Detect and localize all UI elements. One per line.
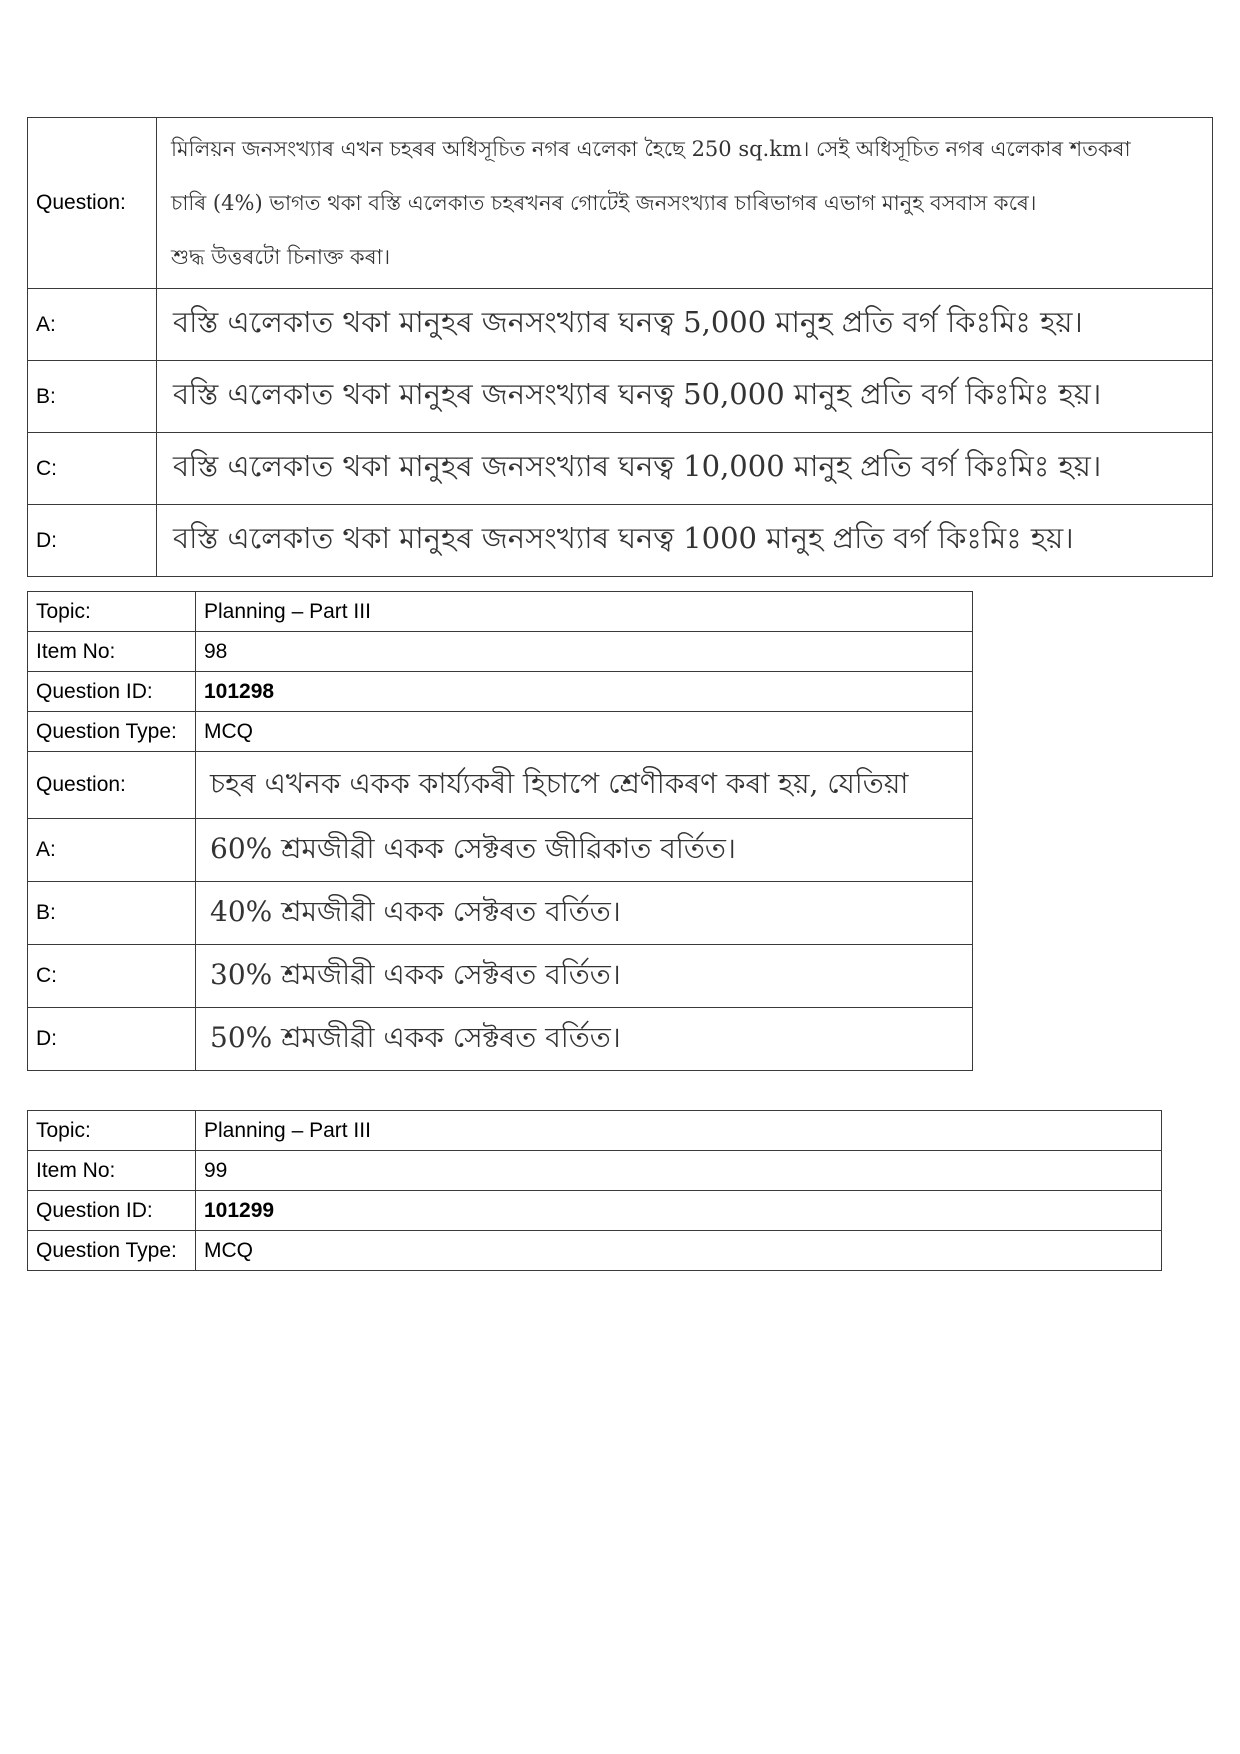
topic-value: Planning – Part III — [196, 592, 973, 632]
option-text: 50% শ্ৰমজীৱী একক সেক্টৰত বৰ্তিত। — [196, 1008, 973, 1071]
question-line: চাৰি (4%) ভাগত থকা বস্তি এলেকাত চহৰখনৰ গোটেই জনসংখ্যাৰ চাৰিভাগৰ এভাগ মানুহ বসবাস কৰে। — [171, 191, 1037, 215]
option-label: C: — [28, 945, 196, 1008]
option-label: D: — [28, 1008, 196, 1071]
option-label: B: — [28, 882, 196, 945]
option-text: 30% শ্ৰমজীৱী একক সেক্টৰত বৰ্তিত। — [196, 945, 973, 1008]
question-id-value: 101299 — [196, 1191, 1162, 1231]
question-type-row — [28, 1231, 1162, 1271]
question-id-label: Question ID: — [28, 1191, 196, 1231]
question-type-row — [28, 712, 973, 752]
option-text: 60% শ্ৰমজীৱী একক সেক্টৰত জীৱিকাত বৰ্তিত। — [196, 819, 973, 882]
question-id-row — [28, 1191, 1162, 1231]
question-row — [28, 118, 1213, 289]
option-label: A: — [28, 819, 196, 882]
topic-label: Topic: — [28, 1111, 196, 1151]
option-text: বস্তি এলেকাত থকা মানুহৰ জনসংখ্যাৰ ঘনত্ব 5,000 মানুহ প্ৰতি বৰ্গ কিঃমিঃ হয়। — [157, 289, 1213, 361]
topic-row — [28, 1111, 1162, 1151]
question-id-row — [28, 672, 973, 712]
option-label: B: — [28, 361, 157, 433]
question-id-value: 101298 — [196, 672, 973, 712]
question-type-label: Question Type: — [28, 1231, 196, 1271]
option-row-d — [28, 1008, 973, 1071]
option-row-a — [28, 289, 1213, 361]
item-no-row — [28, 1151, 1162, 1191]
item-no-row — [28, 632, 973, 672]
topic-label: Topic: — [28, 592, 196, 632]
option-text: বস্তি এলেকাত থকা মানুহৰ জনসংখ্যাৰ ঘনত্ব 50,000 মানুহ প্ৰতি বৰ্গ কিঃমিঃ হয়। — [157, 361, 1213, 433]
option-row-a — [28, 819, 973, 882]
option-label: A: — [28, 289, 157, 361]
question-label: Question: — [28, 752, 196, 819]
question-line: মিলিয়ন জনসংখ্যাৰ এখন চহৰৰ অধিসূচিত নগৰ এলেকা হৈছে 250 sq.km। সেই অধিসূচিত নগৰ এলেকাৰ শতকৰা — [171, 137, 1131, 161]
option-label: C: — [28, 433, 157, 505]
question-text — [157, 118, 1213, 289]
question-98-table — [27, 591, 973, 1071]
option-row-b — [28, 882, 973, 945]
question-line: শুদ্ধ উত্তৰটো চিনাক্ত কৰা। — [171, 245, 391, 269]
question-99-table — [27, 1110, 1162, 1271]
question-97-table — [27, 117, 1213, 577]
question-type-value: MCQ — [196, 712, 973, 752]
question-type-value: MCQ — [196, 1231, 1162, 1271]
option-text: বস্তি এলেকাত থকা মানুহৰ জনসংখ্যাৰ ঘনত্ব 1000 মানুহ প্ৰতি বৰ্গ কিঃমিঃ হয়। — [157, 505, 1213, 577]
item-no-label: Item No: — [28, 1151, 196, 1191]
question-row — [28, 752, 973, 819]
question-id-label: Question ID: — [28, 672, 196, 712]
item-no-value: 98 — [196, 632, 973, 672]
item-no-label: Item No: — [28, 632, 196, 672]
question-text: চহৰ এখনক একক কাৰ্য্যকৰী হিচাপে শ্ৰেণীকৰণ কৰা হয়, যেতিয়া — [196, 752, 973, 819]
option-row-c — [28, 433, 1213, 505]
topic-value: Planning – Part III — [196, 1111, 1162, 1151]
topic-row — [28, 592, 973, 632]
option-row-b — [28, 361, 1213, 433]
option-row-d — [28, 505, 1213, 577]
question-label: Question: — [28, 118, 157, 289]
option-text: 40% শ্ৰমজীৱী একক সেক্টৰত বৰ্তিত। — [196, 882, 973, 945]
option-label: D: — [28, 505, 157, 577]
question-type-label: Question Type: — [28, 712, 196, 752]
option-text: বস্তি এলেকাত থকা মানুহৰ জনসংখ্যাৰ ঘনত্ব 10,000 মানুহ প্ৰতি বৰ্গ কিঃমিঃ হয়। — [157, 433, 1213, 505]
item-no-value: 99 — [196, 1151, 1162, 1191]
option-row-c — [28, 945, 973, 1008]
